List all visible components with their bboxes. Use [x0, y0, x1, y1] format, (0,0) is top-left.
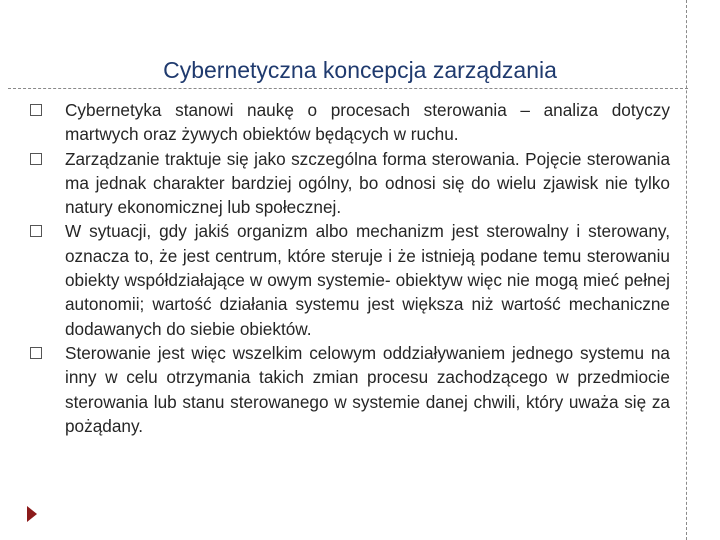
- bullet-item: [30, 219, 670, 340]
- bullet-text: Sterowanie jest więc wszelkim celowym oddziaływaniem jednego systemu na inny w celu otrzymania takich zmian procesu zachodzącego w przedmiocie sterowania lub stanu sterowanego w systemie danej chwili, który uważa się za pożądany.: [65, 342, 670, 436]
- checkbox-bullet-icon: [30, 104, 42, 116]
- vertical-divider: [686, 0, 687, 540]
- title-divider: [8, 88, 688, 89]
- bullet-item: [30, 98, 670, 147]
- bullet-text: W sytuacji, gdy jakiś organizm albo mechanizm jest sterowalny i sterowany, oznacza to, że jest centrum, które steruje i że istnieją podane temu sterowaniu obiekty współdziałające w owym systemie- obiektyw więc nie mogą mieć pełnej autonomii; wartość działania systemu jest większa niż wartość mechaniczne dodawanych do siebie obiektów.: [65, 221, 670, 339]
- bullet-text: Zarządzanie traktuje się jako szczególna forma sterowania. Pojęcie sterowania ma jednak charakter bardziej ogólny, bo odnosi się do wielu zjawisk nie tylko natury ekonomicznej lub społecznej.: [65, 148, 670, 218]
- checkbox-bullet-icon: [30, 153, 42, 165]
- bullet-item: [30, 341, 670, 438]
- bullet-item: [30, 147, 670, 220]
- checkbox-bullet-icon: [30, 225, 42, 237]
- bullet-text: Cybernetyka stanowi naukę o procesach sterowania – analiza dotyczy martwych oraz żywych obiektów będących w ruchu.: [65, 100, 670, 145]
- bullet-list: [30, 98, 670, 438]
- checkbox-bullet-icon: [30, 347, 42, 359]
- slide-title: Cybernetyczna koncepcja zarządzania: [163, 57, 557, 83]
- arrow-right-icon: [27, 506, 37, 522]
